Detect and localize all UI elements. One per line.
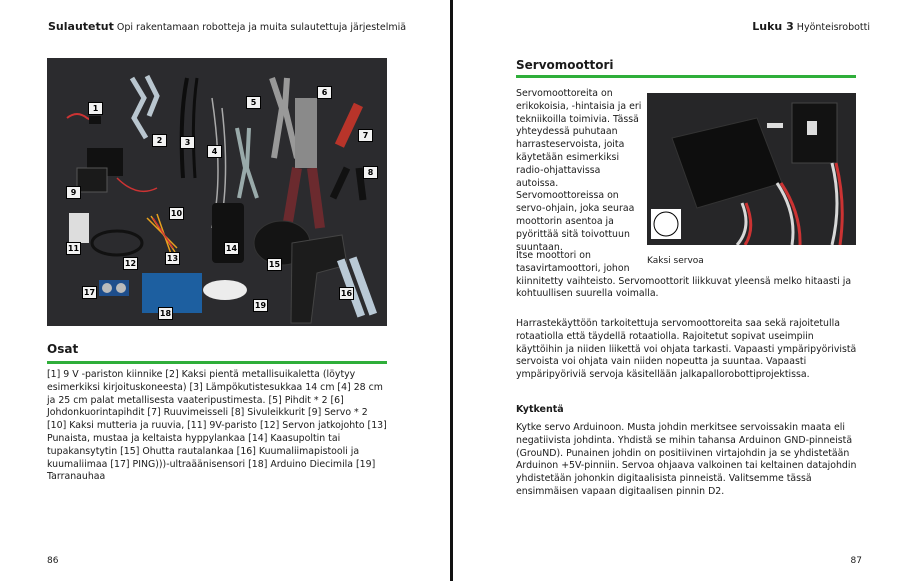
photo-label-10: 10 [170, 209, 183, 218]
photo-label-12: 12 [124, 259, 137, 268]
photo-label-9: 9 [66, 186, 81, 199]
photo-label-11: 11 [67, 244, 80, 253]
photo-label-1: 1 [88, 102, 103, 115]
chapter-title: Hyönteisrobotti [796, 22, 870, 33]
servo-section-title: Servomoottori [516, 58, 614, 72]
photo-label-17: 17 [83, 288, 96, 297]
book-title: Sulautetut [48, 20, 114, 33]
servo-photo [647, 93, 856, 245]
servo-section-rule [516, 75, 856, 78]
parts-list-text: [1] 9 V -pariston kiinnike [2] Kaksi pientä metallisuikaletta (löytyy esimerkiksi kirjoituskoneesta) [3] Lämpökutistesukkaa 14 cm [4] 28 cm ja 25 cm palat metallisesta vaateripustimesta. [5] Pihdit * 2 [6] Johdonkuorintapihdit [7] Ruuvimeisseli [8] Sivuleikkurit [9] Servo * 2 [10] Kaksi mutteria ja ruuvia, [11] 9V-paristo [12] Servon jatkojohto [13] Punaista, mustaa ja keltaista hyppylankaa [14] Kaasupoltin tai tupakansytytin [15] Ohutta rautalankaa [16] Kuumaliimapistooli ja kuumaliimaa [17] PING)))-ultraäänisensori [18] Arduino Diecimila [19] Tarranauhaa [47, 369, 387, 483]
right-page [453, 0, 900, 581]
photo-label-14: 14 [225, 244, 238, 253]
wiring-paragraph: Kytke servo Arduinoon. Musta johdin merkitsee servoissakin maata eli negatiivista johdinta. Yhdistä se mihin tahansa Arduinon GND-pinneistä (GrouND). Punainen johdin on positiivinen virtajohdin ja se yhdistetään Arduinon +5V-pinniin. Servoa ohjaava valkoinen tai keltainen datajohdin yhdistetään johonkin digitaalisista pinneistä. Valitsemme tässä ensimmäisen vapaan digitaalisen pinnin D2. [516, 422, 857, 497]
photo-label-3: 3 [180, 136, 195, 149]
right-running-header [752, 20, 870, 33]
photo-label-15: 15 [268, 260, 281, 269]
servo-paragraph-2 [516, 250, 861, 301]
photo-label-7: 7 [358, 129, 373, 142]
page-number-right: 87 [850, 556, 862, 566]
parts-photo-illustration [47, 58, 387, 326]
servo-paragraph-2-text: Itse moottori on tasavirtamoottori, johon kiinnitetty vaihteisto. Servomoottorit liikkuvat yleensä melko hitaasti ja kohtuullisen suurella voimalla. [516, 250, 852, 300]
photo-label-13: 13 [166, 254, 179, 263]
book-subtitle: Opi rakentamaan robotteja ja muita sulautettuja järjestelmiä [116, 22, 407, 33]
photo-label-18: 18 [159, 309, 172, 318]
servo-intro-text: Servomoottoreita on erikokoisia, -hintaisia ja eri tekniikoilla toimivia. Tässä yhteydessä puhutaan harrasteservoista, joita käytetään esimerkiksi radio-ohjattavissa autoissa. Servomoottoreissa on servo-ohjain, joka seuraa moottorin asentoa ja pyörittää sitä toivottuun suuntaan. [516, 88, 642, 253]
servo-photo-caption: Kaksi servoa [647, 256, 704, 266]
chapter-number: Luku 3 [752, 20, 794, 33]
parts-section-title: Osat [47, 342, 79, 356]
parts-photo [47, 58, 387, 326]
parts-section-rule [47, 361, 387, 364]
photo-label-8: 8 [363, 166, 378, 179]
servo-photo-illustration [647, 93, 856, 245]
photo-label-19: 19 [254, 301, 267, 310]
photo-label-4: 4 [207, 145, 222, 158]
wiring-subheading: Kytkentä [516, 404, 564, 415]
photo-label-16: 16 [340, 289, 353, 298]
photo-label-5: 5 [246, 96, 261, 109]
photo-label-2: 2 [152, 134, 167, 147]
servo-paragraph-3: Harrastekäyttöön tarkoitettuja servomoottoreita saa sekä rajoitetulla rotaatiolla että täydellä rotaatiolla. Rajoitetut sopivat useimpiin käyttöihin ja niiden liikettä voi ohjata tarkasti. Vapaasti ympäripyörivistä servoista voi ohjata vain niiden nopeutta ja suuntaa. Vapaasti ympäripyöriviä servoja käsitellään jalkapallorobottiprojektissa. [516, 318, 857, 381]
photo-label-6: 6 [317, 86, 332, 99]
page-number-left: 86 [47, 556, 59, 566]
left-running-header [48, 20, 406, 33]
